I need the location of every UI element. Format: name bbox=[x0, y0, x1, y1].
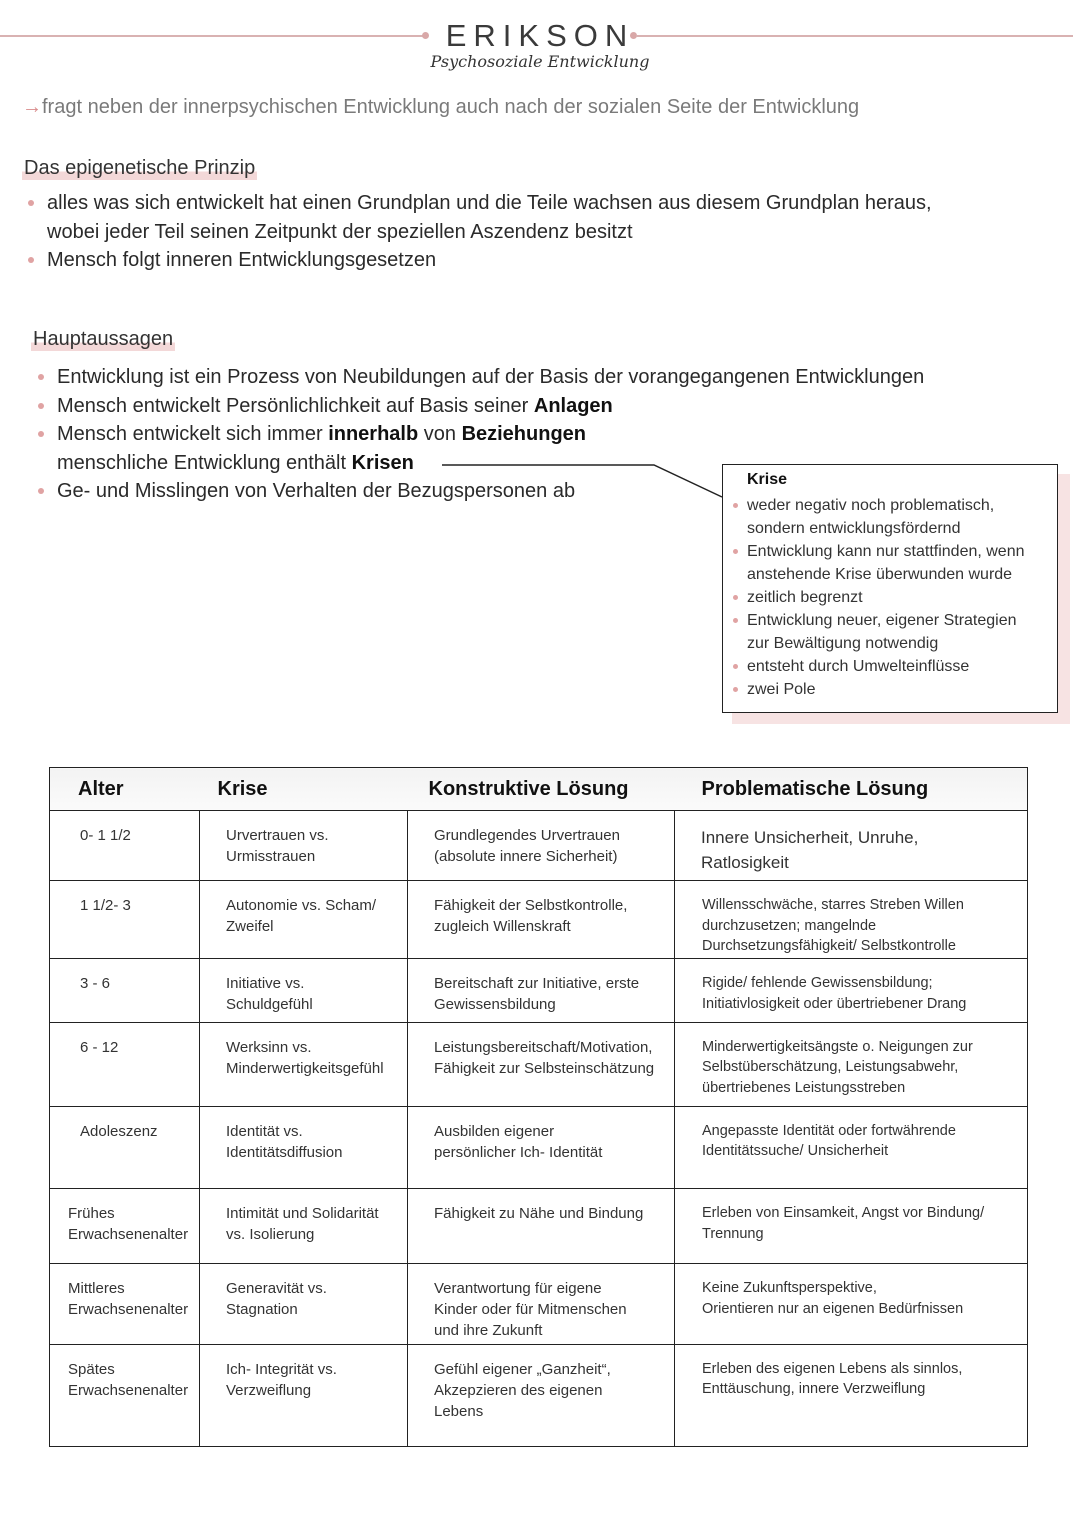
table-row bbox=[50, 1189, 1028, 1264]
page-subtitle: Psychosoziale Entwicklung bbox=[430, 52, 650, 71]
table-row bbox=[50, 1106, 1028, 1188]
cell-constructive bbox=[408, 1264, 675, 1344]
cell-line: Autonomie vs. Scham/ bbox=[226, 897, 377, 915]
cell-line: Angepasste Identität oder fortwährende bbox=[702, 1122, 956, 1139]
cell-line: Intimität und Solidarität bbox=[226, 1205, 379, 1223]
intro-text: fragt neben der innerpsychischen Entwicklung auch nach der sozialen Seite der Entwicklung bbox=[42, 96, 860, 118]
page-title: ERIKSON bbox=[445, 18, 635, 53]
cell-crisis bbox=[200, 1189, 408, 1264]
cell-crisis bbox=[200, 881, 408, 959]
cell-line: Fähigkeit zu Nähe und Bindung bbox=[434, 1205, 644, 1223]
list-item: zwei Pole bbox=[731, 678, 1051, 701]
cell-line: Fähigkeit zur Selbsteinschätzung bbox=[434, 1059, 655, 1077]
list-item: Entwicklung kann nur stattfinden, wenn bbox=[731, 540, 1051, 563]
cell-problematic bbox=[675, 1022, 1028, 1106]
cell-line: Spätes bbox=[68, 1360, 115, 1378]
cell-line: Erwachsenenalter bbox=[68, 1381, 189, 1399]
callout-title: Krise bbox=[747, 471, 788, 488]
cell-line: Erleben des eigenen Lebens als sinnlos, bbox=[702, 1360, 963, 1377]
cell-line: Rigide/ fehlende Gewissensbildung; bbox=[702, 975, 933, 992]
cell-line: Erwachsenenalter bbox=[68, 1226, 189, 1244]
cell-crisis bbox=[200, 1264, 408, 1344]
list-item: zur Bewältigung notwendig bbox=[747, 635, 939, 652]
cell-line: Erleben von Einsamkeit, Angst vor Bindung/ bbox=[702, 1205, 985, 1222]
cell-age bbox=[50, 811, 200, 881]
cell-problematic bbox=[675, 1344, 1028, 1446]
list-item: Entwicklung neuer, eigener Strategien bbox=[731, 609, 1051, 632]
cell-age bbox=[50, 1022, 200, 1106]
table-row bbox=[50, 1344, 1028, 1446]
cell-line: 6 - 12 bbox=[80, 1038, 119, 1056]
cell-age bbox=[50, 1344, 200, 1446]
cell-line: Initiative vs. bbox=[226, 975, 305, 993]
bullet-icon bbox=[733, 687, 738, 692]
cell-line: Verantwortung für eigene bbox=[434, 1280, 602, 1298]
list-item: Mensch entwickelt sich immer innerhalb von Beziehungen bbox=[32, 420, 1012, 449]
cell-line: 0- 1 1/2 bbox=[80, 827, 131, 844]
cell-line: persönlicher Ich- Identität bbox=[434, 1143, 603, 1161]
cell-line: Gefühl eigener „Ganzheit“, bbox=[434, 1360, 611, 1378]
list-item: sondern entwicklungsfördernd bbox=[747, 520, 961, 537]
table-row bbox=[50, 959, 1028, 1022]
cell-line: durchzusetzen; mangelnde bbox=[702, 917, 877, 934]
table-row bbox=[50, 881, 1028, 959]
cell-crisis bbox=[200, 1022, 408, 1106]
bullet-icon bbox=[733, 664, 738, 669]
arrow-right-icon: → bbox=[22, 96, 42, 118]
cell-line: Enttäuschung, innere Verzweiflung bbox=[702, 1381, 926, 1398]
cell-constructive bbox=[408, 1344, 675, 1446]
list-item: wobei jeder Teil seinen Zeitpunkt der speziellen Aszendenz besitzt bbox=[47, 220, 633, 243]
cell-line: Ratlosigkeit bbox=[701, 853, 789, 872]
cell-line: Werksinn vs. bbox=[226, 1038, 312, 1056]
cell-line: Kinder oder für Mitmenschen bbox=[434, 1301, 627, 1319]
cell-line: Urvertrauen vs. bbox=[226, 827, 329, 844]
erikson-stages-table bbox=[49, 767, 1028, 1447]
cell-crisis bbox=[200, 1106, 408, 1188]
column-header-crisis: Krise bbox=[200, 768, 408, 811]
cell-line: Fähigkeit der Selbstkontrolle, bbox=[434, 897, 628, 915]
cell-age bbox=[50, 1264, 200, 1344]
column-header-problematic: Problematische Lösung bbox=[675, 768, 1028, 811]
cell-line: Ich- Integrität vs. bbox=[226, 1360, 337, 1378]
table-row bbox=[50, 811, 1028, 881]
cell-line: vs. Isolierung bbox=[226, 1226, 315, 1244]
cell-line: Leistungsbereitschaft/Motivation, bbox=[434, 1038, 653, 1056]
cell-line: Identitätsdiffusion bbox=[226, 1143, 343, 1161]
bullet-icon bbox=[733, 549, 738, 554]
list-item: Mensch folgt inneren Entwicklungsgesetzen bbox=[22, 246, 1022, 275]
table-row bbox=[50, 1022, 1028, 1106]
cell-constructive bbox=[408, 1106, 675, 1188]
cell-line: Urmisstrauen bbox=[226, 848, 316, 865]
cell-age bbox=[50, 959, 200, 1022]
cell-age bbox=[50, 881, 200, 959]
table-header-row bbox=[50, 768, 1028, 811]
cell-line: Gewissensbildung bbox=[434, 996, 556, 1014]
bullet-icon bbox=[733, 595, 738, 600]
list-item: Ge- und Misslingen von Verhalten der Bezugspersonen ab bbox=[32, 477, 1012, 506]
cell-line: 1 1/2- 3 bbox=[80, 897, 131, 915]
cell-line: Innere Unsicherheit, Unruhe, bbox=[701, 828, 919, 847]
list-item: menschliche Entwicklung enthält Krisen bbox=[57, 451, 414, 474]
list-item: anstehende Krise überwunden wurde bbox=[747, 566, 1013, 583]
column-header-age: Alter bbox=[50, 768, 200, 811]
cell-constructive bbox=[408, 811, 675, 881]
bullet-icon bbox=[733, 618, 738, 623]
section-heading-main-statements: Hauptaussagen bbox=[33, 328, 174, 350]
list-item: Mensch entwickelt Persönlichlichkeit auf Basis seiner Anlagen bbox=[32, 392, 1012, 421]
callout-list bbox=[731, 494, 1051, 701]
table-row bbox=[50, 1264, 1028, 1344]
cell-line: Akzepzieren des eigenen bbox=[434, 1381, 603, 1399]
cell-crisis bbox=[200, 811, 408, 881]
bullet-icon bbox=[733, 503, 738, 508]
cell-crisis bbox=[200, 1344, 408, 1446]
cell-line: Identität vs. bbox=[226, 1122, 303, 1140]
cell-problematic bbox=[675, 811, 1028, 881]
cell-line: Bereitschaft zur Initiative, erste bbox=[434, 975, 640, 993]
cell-problematic bbox=[675, 1264, 1028, 1344]
cell-line: Generavität vs. bbox=[226, 1280, 327, 1298]
cell-problematic bbox=[675, 1106, 1028, 1188]
cell-line: übertriebenes Leistungsstreben bbox=[702, 1079, 906, 1096]
cell-line: und ihre Zukunft bbox=[434, 1322, 543, 1340]
cell-line: Durchsetzungsfähigkeit/ Selbstkontrolle bbox=[702, 938, 956, 955]
cell-line: Trennung bbox=[702, 1225, 764, 1242]
list-item: zeitlich begrenzt bbox=[731, 586, 1051, 609]
cell-line: Stagnation bbox=[226, 1301, 298, 1319]
cell-line: Minderwertigkeitsgefühl bbox=[226, 1059, 384, 1077]
list-item: alles was sich entwickelt hat einen Grundplan und die Teile wachsen aus diesem Grundplan heraus, bbox=[22, 189, 1022, 218]
krise-callout bbox=[722, 464, 1058, 713]
cell-line: Selbstüberschätzung, Leistungsabwehr, bbox=[702, 1059, 959, 1076]
cell-line: (absolute innere Sicherheit) bbox=[434, 848, 618, 865]
list-item: entsteht durch Umwelteinflüsse bbox=[731, 655, 1051, 678]
cell-constructive bbox=[408, 959, 675, 1022]
cell-line: Orientieren nur an eigenen Bedürfnissen bbox=[702, 1300, 964, 1317]
cell-line: Minderwertigkeitsängste o. Neigungen zur bbox=[702, 1038, 973, 1055]
cell-problematic bbox=[675, 881, 1028, 959]
cell-line: Frühes bbox=[68, 1205, 115, 1223]
callout-connector bbox=[0, 0, 1080, 520]
cell-line: Lebens bbox=[434, 1402, 484, 1420]
cell-line: Adoleszenz bbox=[80, 1122, 158, 1140]
cell-line: Schuldgefühl bbox=[226, 996, 313, 1014]
cell-line: Mittleres bbox=[68, 1280, 125, 1298]
cell-line: Willensschwäche, starres Streben Willen bbox=[702, 897, 964, 914]
cell-line: Zweifel bbox=[226, 918, 274, 936]
cell-crisis bbox=[200, 959, 408, 1022]
cell-line: Ausbilden eigener bbox=[434, 1122, 555, 1140]
cell-line: 3 - 6 bbox=[80, 975, 111, 993]
cell-problematic bbox=[675, 959, 1028, 1022]
list-item: Entwicklung ist ein Prozess von Neubildungen auf der Basis der vorangegangenen Entwicklungen bbox=[32, 363, 1012, 392]
cell-constructive bbox=[408, 1189, 675, 1264]
cell-constructive bbox=[408, 1022, 675, 1106]
cell-age bbox=[50, 1189, 200, 1264]
table-body bbox=[50, 811, 1028, 1447]
cell-age bbox=[50, 1106, 200, 1188]
cell-line: Identitätssuche/ Unsicherheit bbox=[702, 1143, 889, 1160]
cell-line: Verzweiflung bbox=[226, 1381, 312, 1399]
cell-line: Initiativlosigkeit oder übertriebener Drang bbox=[702, 995, 967, 1012]
cell-line: Erwachsenenalter bbox=[68, 1301, 189, 1319]
section-heading-epigenetic: Das epigenetische Prinzip bbox=[24, 157, 256, 179]
cell-line: Keine Zukunftsperspektive, bbox=[702, 1280, 877, 1297]
cell-line: zugleich Willenskraft bbox=[434, 918, 571, 936]
cell-line: Grundlegendes Urvertrauen bbox=[434, 827, 620, 844]
cell-constructive bbox=[408, 881, 675, 959]
column-header-constructive: Konstruktive Lösung bbox=[408, 768, 675, 811]
list-item: weder negativ noch problematisch, bbox=[731, 494, 1051, 517]
cell-problematic bbox=[675, 1189, 1028, 1264]
